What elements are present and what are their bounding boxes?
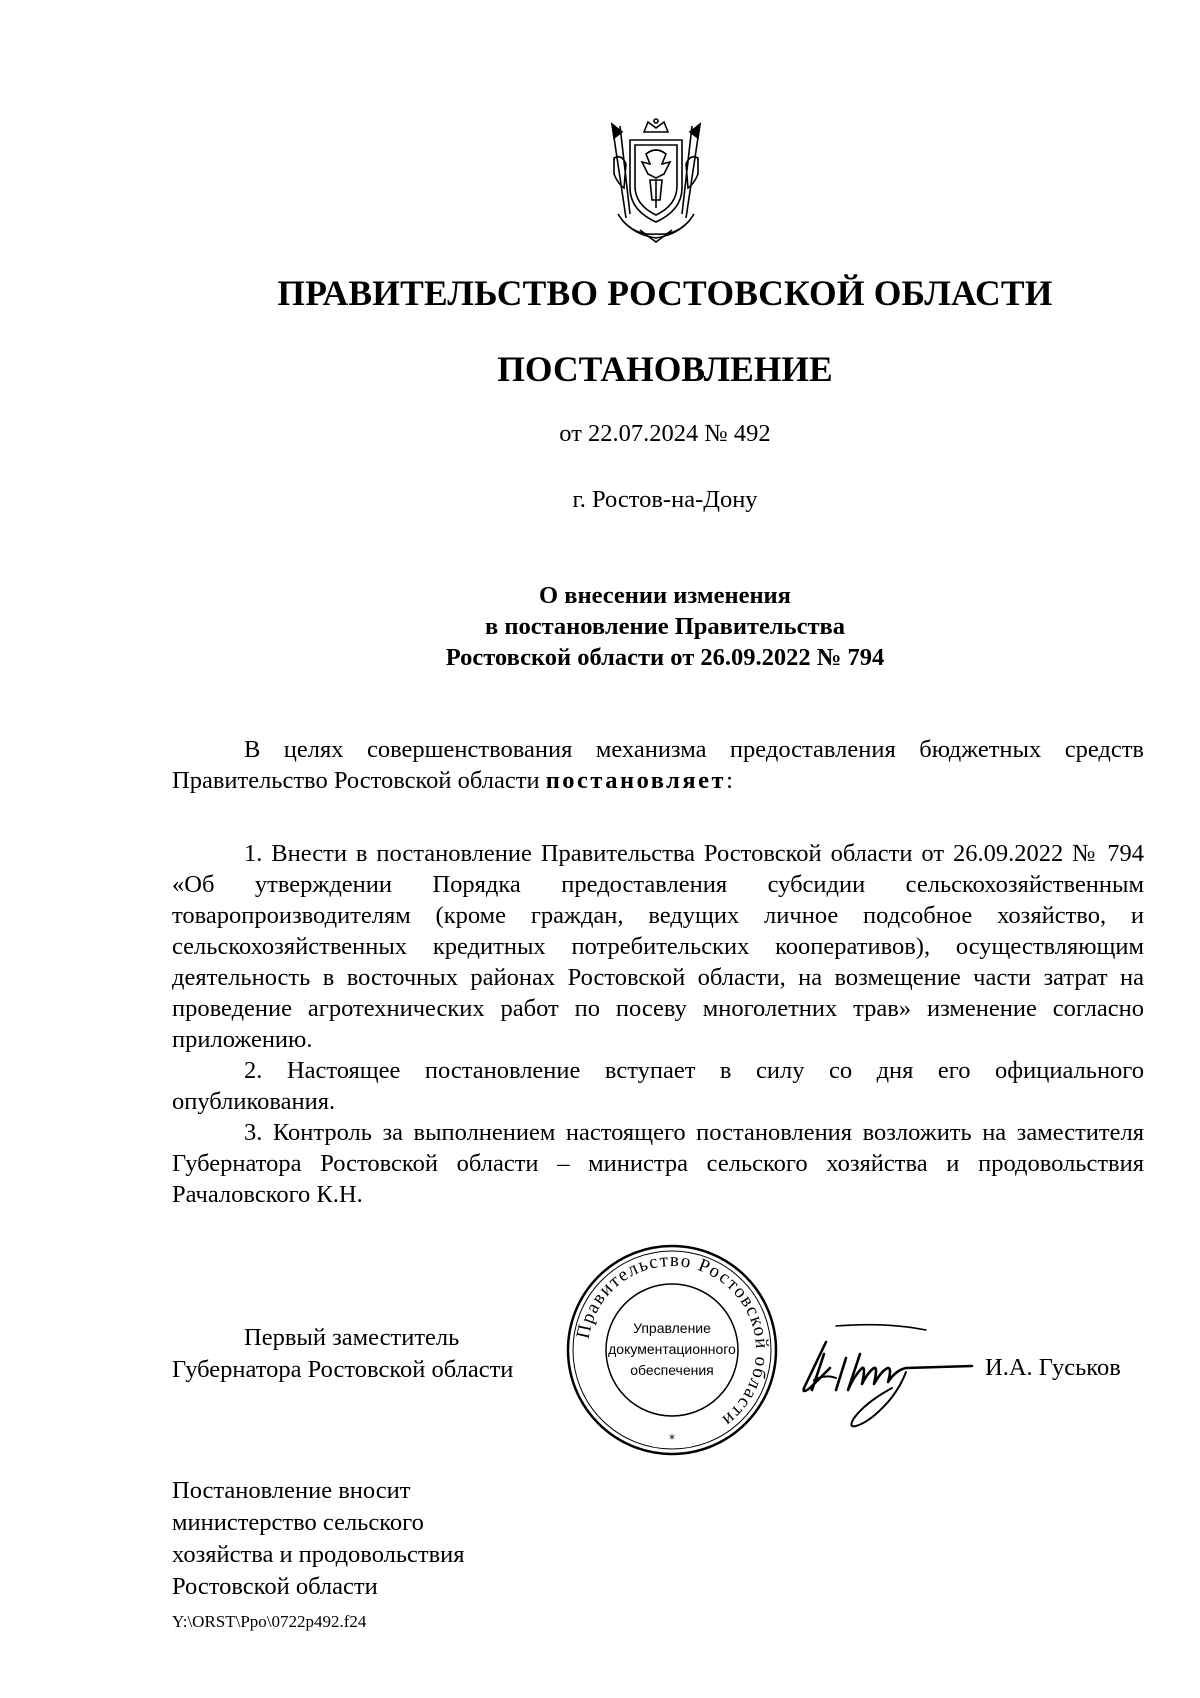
coat-of-arms-icon	[600, 118, 712, 244]
preamble	[172, 734, 1144, 796]
document-type: ПОСТАНОВЛЕНИЕ	[497, 349, 833, 389]
submitter-line: хозяйства и продовольствия	[172, 1541, 465, 1568]
submitter-line: Постановление вносит	[172, 1477, 411, 1504]
subject-line: Ростовской области от 26.09.2022 № 794	[445, 644, 885, 671]
resolution-item: 2. Настоящее постановление вступает в силу со дня его официального опубликования.	[172, 1057, 1144, 1115]
document-subject	[0, 580, 1200, 673]
resolution-item: 3. Контроль за выполнением настоящего постановления возложить на заместителя Губернатора Ростовской области – министра сельского хозяйства и продовольствия Рачаловского К.Н.	[172, 1119, 1144, 1208]
resolution-items	[172, 838, 1144, 1210]
subject-line: в постановление Правительства	[485, 613, 845, 640]
handwritten-signature	[796, 1318, 976, 1438]
signatory-position-line: Первый заместитель	[244, 1324, 460, 1351]
signatory-name: И.А. Гуськов	[985, 1354, 1121, 1381]
submitter-line: Ростовской области	[172, 1573, 378, 1600]
subject-line: О внесении изменения	[539, 582, 791, 609]
preamble-text: В целях совершенствования механизма предоставления бюджетных средств Правительство Ростовской области	[172, 736, 1144, 794]
signatory-position	[172, 1322, 513, 1386]
submitter-block	[172, 1475, 465, 1603]
file-reference: Y:\ORST\Ppo\0722p492.f24	[172, 1612, 367, 1631]
government-title: ПРАВИТЕЛЬСТВО РОСТОВСКОЙ ОБЛАСТИ	[277, 273, 1053, 313]
stamp-ring-text: Правительство Ростовской области	[572, 1249, 773, 1432]
preamble-keyword: постановляет	[545, 767, 727, 794]
resolution-item: 1. Внести в постановление Правительства Ростовской области от 26.09.2022 № 794 «Об утверждении Порядка предоставления субсидии сельскохозяйственным товаропроизводителям (кроме граждан, ведущих личное подсобное хозяйство, и сельскохозяйственных кредитных потребительских кооперативов), осуществляющим деятельность в восточных районах Ростовской области, на возмещение части затрат на проведение агротехнических работ по посеву многолетних трав» изменение согласно приложению.	[172, 840, 1144, 1053]
stamp-center-line: обеспечения	[630, 1362, 714, 1378]
signatory-position-line: Губернатора Ростовской области	[172, 1356, 514, 1383]
preamble-tail: :	[726, 767, 733, 794]
stamp-center-line: Управление	[633, 1320, 711, 1336]
document-date-number: от 22.07.2024 № 492	[559, 420, 771, 447]
official-stamp	[565, 1243, 779, 1457]
document-place: г. Ростов-на-Дону	[572, 486, 758, 513]
submitter-line: министерство сельского	[172, 1509, 424, 1536]
stamp-center-line: документационного	[608, 1341, 736, 1357]
stamp-star-icon: *	[669, 1432, 675, 1446]
